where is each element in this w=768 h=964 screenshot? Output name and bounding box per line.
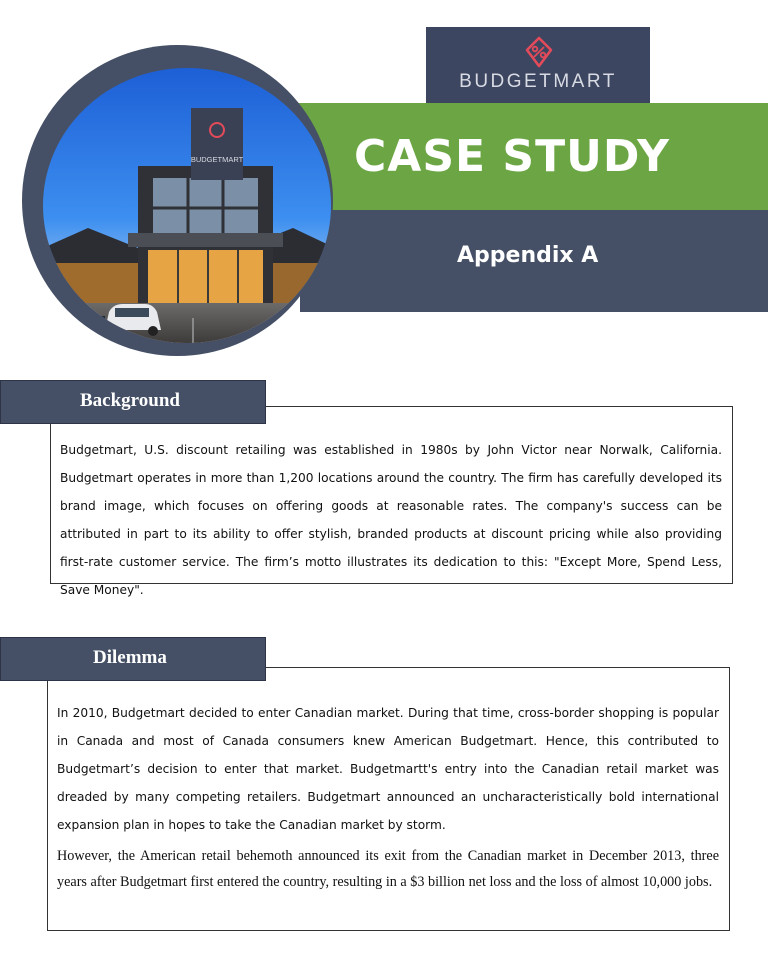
title-band bbox=[282, 103, 768, 210]
dilemma-paragraph-2: However, the American retail behemoth announced its exit from the Canadian market in December 2013, three years after Budgetmart first entered the country, resulting in a $3 billion net loss and the loss of almost 10,000 jobs. bbox=[57, 848, 719, 890]
page-title: CASE STUDY bbox=[354, 131, 671, 182]
percent-tag-icon bbox=[523, 36, 555, 68]
dilemma-heading-tab bbox=[0, 637, 266, 681]
dilemma-paragraph-1: In 2010, Budgetmart decided to enter Canadian market. During that time, cross-border shopping is popular in Canada and most of Canada consumers knew American Budgetmart. Hence, this contributed to Budgetmart’s decision to enter that market. Budgetmartt's entry into the Canadian retail market was dreaded by many competing retailers. Budgetmart announced an uncharacteristically bold international expansion plan in hopes to take the Canadian market by storm. bbox=[57, 706, 719, 832]
brand-name: BUDGETMART bbox=[459, 71, 617, 92]
background-box bbox=[50, 406, 733, 597]
store-sign-text: BUDGETMART bbox=[190, 155, 244, 164]
brand-logo bbox=[426, 27, 650, 103]
dilemma-heading: Dilemma bbox=[93, 647, 167, 668]
subtitle-band bbox=[300, 210, 768, 312]
dilemma-box bbox=[47, 667, 730, 931]
background-heading: Background bbox=[80, 390, 180, 411]
store-photo bbox=[43, 68, 331, 343]
background-heading-tab bbox=[0, 380, 266, 424]
page-subtitle: Appendix A bbox=[457, 243, 599, 268]
background-text: Budgetmart, U.S. discount retailing was established in 1980s by John Victor near Norwalk, California. Budgetmart operates in more than 1,200 locations around the country. The firm has carefully developed its brand image, which focuses on offering goods at reasonable rates. The company's success can be attributed in part to its ability to offer stylish, branded products at discount pricing while also providing first-rate customer service. The firm’s motto illustrates its dedication to this: "Except More, Spend Less, Save Money". bbox=[60, 443, 722, 597]
